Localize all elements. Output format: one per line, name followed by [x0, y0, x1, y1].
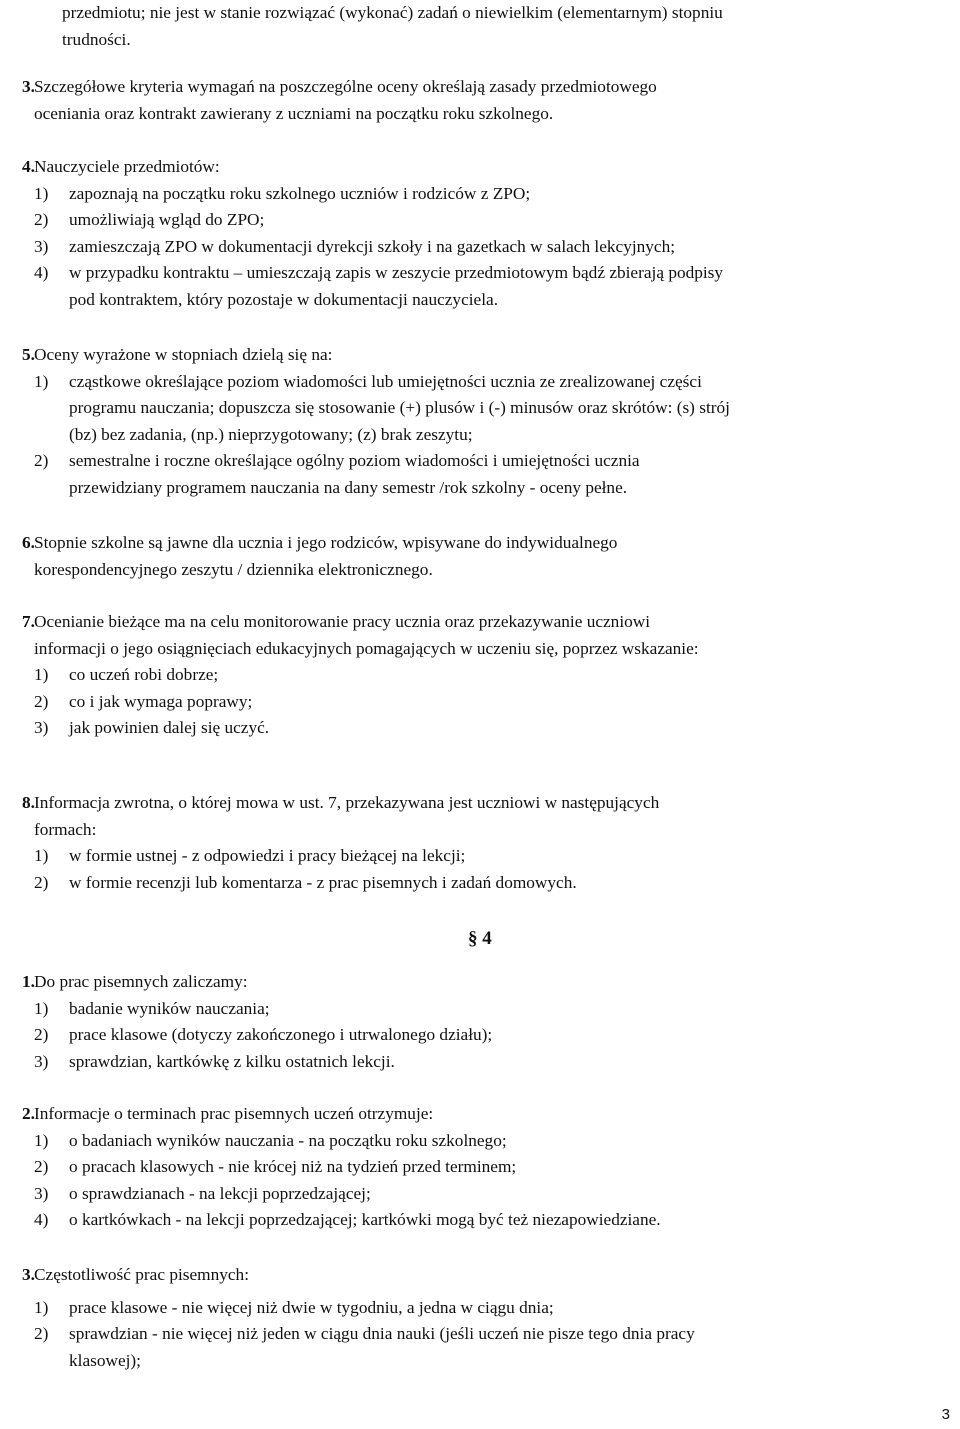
list-item: [34, 234, 952, 261]
list-item: [34, 715, 952, 742]
item-number: 4): [34, 1210, 49, 1229]
item-text: zapoznają na początku roku szkolnego uczniów i rodziców z ZPO;: [69, 183, 531, 203]
page-number: 3: [941, 1406, 950, 1423]
list-item: [34, 1207, 952, 1234]
item-text: klasowej);: [69, 1350, 141, 1370]
section-number: 6.: [22, 533, 35, 552]
item-number: 2): [34, 1157, 49, 1176]
item-number: 2): [34, 691, 49, 711]
list-item-continuation: [34, 395, 952, 422]
section-number: 4.: [22, 157, 35, 176]
paragraph-heading: § 4: [468, 928, 492, 949]
item-text: zamieszczają ZPO w dokumentacji dyrekcji szkoły i na gazetkach w salach lekcyjnych;: [69, 236, 676, 256]
list-item: [34, 1022, 952, 1049]
item-number: 1): [34, 1297, 49, 1317]
item-number: 3): [34, 1051, 49, 1071]
list-item: [34, 1295, 952, 1322]
item-number: 1): [34, 846, 49, 865]
item-text: w przypadku kontraktu – umieszczają zapis w zeszycie przedmiotowym bądź zbierają podpisy: [69, 263, 724, 282]
section-heading: Informacje o terminach prac pisemnych uczeń otrzymuje:: [34, 1104, 434, 1123]
list-item: [34, 1049, 952, 1076]
item-text: sprawdzian - nie więcej niż jeden w ciągu dnia nauki (jeśli uczeń nie pisze tego dnia pracy: [69, 1324, 695, 1343]
list-item-continuation: [34, 287, 952, 314]
list-item: [34, 260, 952, 287]
list-item-continuation: [34, 422, 952, 449]
section-heading: Oceny wyrażone w stopniach dzielą się na:: [34, 345, 333, 364]
section-number: 1.: [22, 972, 35, 991]
section-line: Ocenianie bieżące ma na celu monitorowanie pracy ucznia oraz przekazywanie uczniowi: [34, 612, 651, 631]
section-3: [22, 74, 952, 127]
item-number: 3): [34, 1183, 49, 1203]
section-line: Stopnie szkolne są jawne dla ucznia i jego rodziców, wpisywane do indywidualnego: [34, 533, 618, 552]
list-item: [34, 1128, 952, 1155]
item-text: (bz) bez zadania, (np.) nieprzygotowany; (z) brak zeszytu;: [69, 424, 473, 444]
section-number: 3.: [22, 1265, 35, 1284]
list-item: [34, 1181, 952, 1208]
item-number: 1): [34, 183, 49, 203]
section-heading: Nauczyciele przedmiotów:: [34, 157, 220, 176]
section-5: [22, 342, 952, 501]
section-number: 2.: [22, 1104, 35, 1123]
list-item: [34, 181, 952, 208]
item-number: 1): [34, 371, 49, 391]
intro-line: trudności.: [62, 29, 131, 49]
item-text: prace klasowe - nie więcej niż dwie w tygodniu, a jedna w ciągu dnia;: [69, 1297, 554, 1317]
section-line: Informacja zwrotna, o której mowa w ust. 7, przekazywana jest uczniowi w następujących: [34, 793, 660, 812]
item-text: umożliwiają wgląd do ZPO;: [69, 210, 265, 229]
item-text: prace klasowe (dotyczy zakończonego i utrwalonego działu);: [69, 1025, 493, 1044]
list-item: [34, 369, 952, 396]
item-text: pod kontraktem, który pozostaje w dokumentacji nauczyciela.: [69, 289, 499, 309]
section-line: korespondencyjnego zeszytu / dziennika elektronicznego.: [34, 559, 433, 579]
section-heading: Częstotliwość prac pisemnych:: [34, 1265, 250, 1284]
paragraph-point-2: [22, 1101, 952, 1234]
item-text: w formie recenzji lub komentarza - z prac pisemnych i zadań domowych.: [69, 872, 577, 892]
item-number: 3): [34, 718, 49, 737]
section-heading: Do prac pisemnych zaliczamy:: [34, 972, 248, 991]
item-text: w formie ustnej - z odpowiedzi i pracy bieżącej na lekcji;: [69, 846, 466, 865]
section-4: [22, 154, 952, 313]
section-number: 7.: [22, 612, 35, 631]
section-number: 3.: [22, 77, 35, 96]
section-line: informacji o jego osiągnięciach edukacyjnych pomagających w uczeniu się, poprzez wskazanie:: [34, 638, 699, 658]
intro-line: przedmiotu; nie jest w stanie rozwiązać (wykonać) zadań o niewielkim (elementarnym) stopniu: [62, 3, 723, 22]
list-item: [34, 996, 952, 1023]
section-line: oceniania oraz kontrakt zawierany z uczniami na początku roku szkolnego.: [34, 103, 554, 123]
list-item: [34, 662, 952, 689]
item-text: cząstkowe określające poziom wiadomości lub umiejętności ucznia ze zrealizowanej części: [69, 371, 702, 391]
item-number: 2): [34, 451, 49, 470]
item-text: o sprawdzianach - na lekcji poprzedzającej;: [69, 1183, 371, 1203]
list-item: [34, 689, 952, 716]
paragraph-point-1: [22, 969, 952, 1075]
item-number: 2): [34, 1324, 49, 1343]
item-text: przewidziany programem nauczania na dany semestr /rok szkolny - oceny pełne.: [69, 477, 628, 497]
section-number: 8.: [22, 793, 35, 812]
section-6: [22, 530, 952, 583]
section-7: [22, 609, 952, 742]
item-text: o kartkówkach - na lekcji poprzedzającej; kartkówki mogą być też niezapowiedziane.: [69, 1210, 661, 1229]
item-text: co uczeń robi dobrze;: [69, 665, 219, 684]
paragraph-point-3: [22, 1262, 952, 1374]
list-item-continuation: [34, 1348, 952, 1375]
item-number: 2): [34, 872, 49, 892]
item-text: o badaniach wyników nauczania - na początku roku szkolnego;: [69, 1130, 507, 1150]
item-number: 1): [34, 998, 49, 1018]
list-item: [34, 1154, 952, 1181]
section-line: Szczegółowe kryteria wymagań na poszczególne oceny określają zasady przedmiotowego: [34, 77, 657, 96]
list-item-continuation: [34, 475, 952, 502]
item-text: badanie wyników nauczania;: [69, 998, 270, 1018]
item-text: o pracach klasowych - nie krócej niż na tydzień przed terminem;: [69, 1157, 517, 1176]
item-number: 3): [34, 236, 49, 256]
list-item: [34, 207, 952, 234]
item-text: co i jak wymaga poprawy;: [69, 691, 253, 711]
item-number: 4): [34, 263, 49, 282]
section-8: [22, 790, 952, 896]
item-text: sprawdzian, kartkówkę z kilku ostatnich lekcji.: [69, 1051, 395, 1071]
list-item: [34, 1321, 952, 1348]
list-item: [34, 843, 952, 870]
item-text: semestralne i roczne określające ogólny poziom wiadomości i umiejętności ucznia: [69, 451, 640, 470]
section-line: formach:: [34, 819, 97, 839]
list-item: [34, 870, 952, 897]
section-number: 5.: [22, 345, 35, 364]
item-number: 1): [34, 665, 49, 684]
item-number: 2): [34, 210, 49, 229]
item-text: programu nauczania; dopuszcza się stosowanie (+) plusów i (-) minusów oraz skrótów: (s) strój: [69, 398, 730, 417]
list-item: [34, 448, 952, 475]
item-number: 2): [34, 1025, 49, 1044]
item-text: jak powinien dalej się uczyć.: [69, 718, 270, 737]
item-number: 1): [34, 1130, 49, 1150]
intro-paragraph: [62, 0, 952, 53]
